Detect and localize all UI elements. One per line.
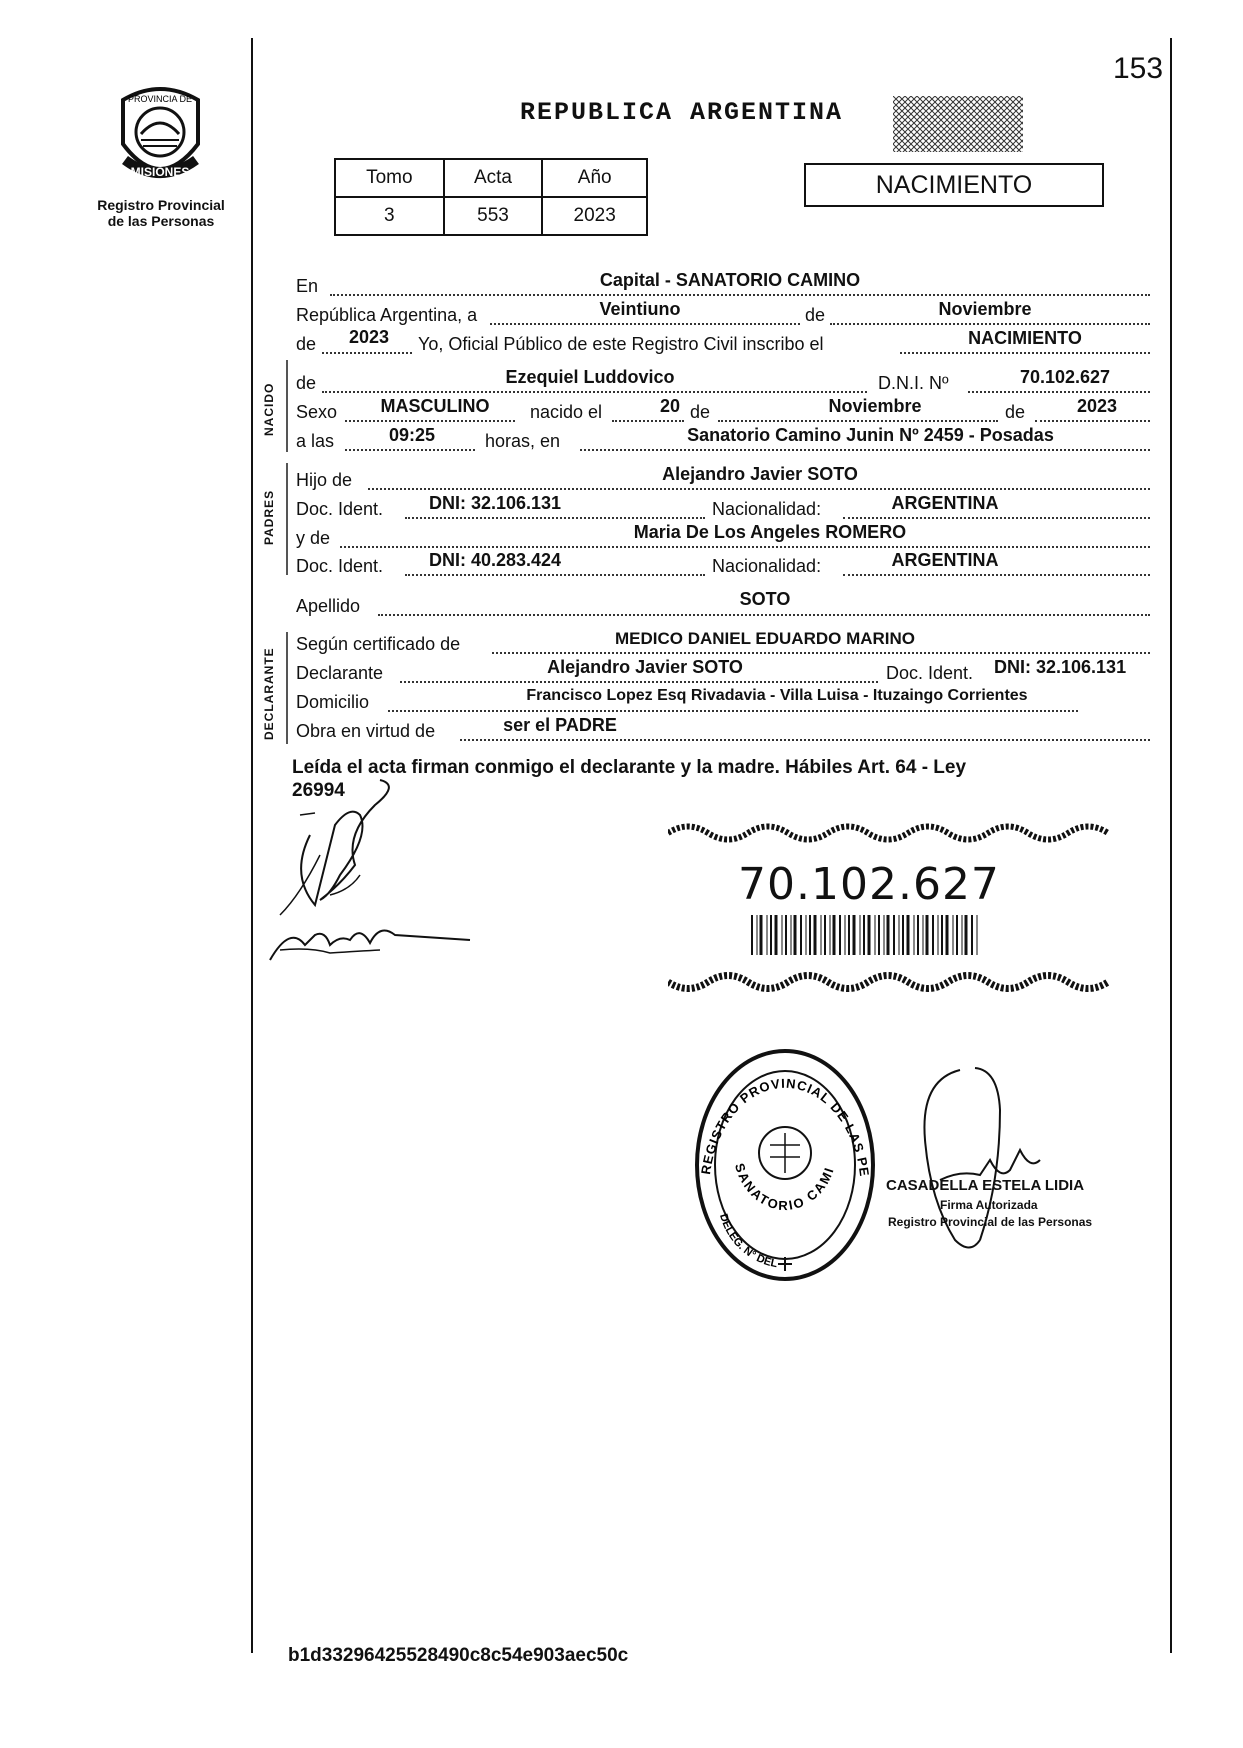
decl-doc-label: Doc. Ident. xyxy=(886,663,974,683)
dots xyxy=(345,420,515,422)
registry-table xyxy=(334,158,648,236)
dots xyxy=(843,574,1150,576)
sexo-value: MASCULINO xyxy=(380,396,490,416)
birth-month: Noviembre xyxy=(828,396,922,416)
registry-round-seal xyxy=(690,1045,880,1285)
de2-label: de xyxy=(296,334,317,354)
svg-text:PROVINCIA DE: PROVINCIA DE xyxy=(127,94,193,104)
svg-text:REGISTRO PROVINCIAL DE LAS PER: REGISTRO PROVINCIAL DE LAS PE xyxy=(698,1075,873,1178)
section-bar xyxy=(286,632,288,744)
mother-signature xyxy=(270,931,470,961)
dots xyxy=(460,739,1150,741)
en-value: Capital - SANATORIO CAMINO xyxy=(599,270,861,290)
dots xyxy=(322,391,867,393)
section-bar xyxy=(286,360,288,452)
nacido-name: Ezequiel Luddovico xyxy=(505,367,675,387)
document-hash: b1d33296425528490c8c54e903aec50c xyxy=(288,1645,629,1666)
closing-note-1: Leída el acta firman conmigo el declarante y la madre. Hábiles Art. 64 - Ley xyxy=(292,757,967,778)
dots xyxy=(1035,420,1150,422)
a-las-label: a las xyxy=(296,431,335,451)
birth-day: 20 xyxy=(659,396,681,416)
section-bar xyxy=(286,463,288,575)
signatures xyxy=(260,775,480,975)
decl-doc-value: DNI: 32.106.131 xyxy=(994,657,1127,677)
sexo-label: Sexo xyxy=(296,402,338,422)
type-value: NACIMIENTO xyxy=(968,328,1082,348)
mother-doc-label: Doc. Ident. xyxy=(296,556,384,576)
closing-note-2: 26994 xyxy=(292,780,345,801)
de-label-3: de xyxy=(1005,402,1026,422)
nacido-side-label: NACIDO xyxy=(262,382,276,436)
dni-value: 70.102.627 xyxy=(1019,367,1111,387)
dots xyxy=(405,517,705,519)
apellido-label: Apellido xyxy=(296,596,361,616)
dots xyxy=(490,323,800,325)
decl-value: Alejandro Javier SOTO xyxy=(547,657,743,677)
right-margin-line xyxy=(1170,38,1172,1653)
dots xyxy=(330,294,1150,296)
security-pattern xyxy=(893,96,1023,152)
mother-nat-label: Nacionalidad: xyxy=(712,556,822,576)
svg-text:MISIONES: MISIONES xyxy=(130,165,190,179)
left-margin-line xyxy=(251,38,253,1653)
obra-value: ser el PADRE xyxy=(503,715,617,735)
place-value: Sanatorio Camino Junin Nº 2459 - Posadas xyxy=(687,425,1054,445)
y-de-label: y de xyxy=(296,528,331,548)
dni-label: D.N.I. Nº xyxy=(878,373,949,393)
hijo-label: Hijo de xyxy=(296,470,353,490)
wave-pattern-bottom xyxy=(668,970,1118,1000)
father-nat-label: Nacionalidad: xyxy=(712,499,822,519)
cert-label: Según certificado de xyxy=(296,634,461,654)
official-name: CASADELLA ESTELA LIDIA xyxy=(886,1177,1085,1194)
father-doc: DNI: 32.106.131 xyxy=(428,493,562,513)
wave-pattern-top xyxy=(668,815,1118,845)
dots xyxy=(322,352,412,354)
misiones-seal-icon xyxy=(103,82,218,192)
dots xyxy=(492,652,1150,654)
official-office: Registro Provincial de las Personas xyxy=(888,1215,1093,1229)
year-value: 2023 xyxy=(348,327,390,347)
en-label: En xyxy=(296,276,319,296)
mother-name: Maria De Los Angeles ROMERO xyxy=(633,522,907,542)
dots xyxy=(843,517,1150,519)
dots xyxy=(968,391,1150,393)
svg-text:SANATORIO CAMINO: SANATORIO CAMI xyxy=(731,1161,838,1214)
month-value: Noviembre xyxy=(938,299,1032,319)
father-name: Alejandro Javier SOTO xyxy=(662,464,858,484)
dni-stamp-number: 70.102.627 xyxy=(738,859,1000,910)
de-label-2: de xyxy=(690,402,711,422)
dots xyxy=(900,352,1150,354)
padres-side-label: PADRES xyxy=(262,489,276,545)
page-title: REPUBLICA ARGENTINA xyxy=(520,98,844,127)
de-label: de xyxy=(805,305,826,325)
horas-label: horas, en xyxy=(485,431,561,451)
hour-value: 09:25 xyxy=(388,425,436,445)
nacido-de-label: de xyxy=(296,373,317,393)
dots xyxy=(405,574,705,576)
header-acta: Acta xyxy=(444,159,543,197)
dots xyxy=(388,710,1078,712)
mother-doc: DNI: 40.283.424 xyxy=(428,550,562,570)
dots xyxy=(378,614,1150,616)
cert-value: MEDICO DANIEL EDUARDO MARINO xyxy=(614,629,916,648)
svg-text:DELEG. N° DEL: DELEG. N° DEL xyxy=(717,1212,779,1271)
decl-label: Declarante xyxy=(296,663,384,683)
declarante-side-label: DECLARANTE xyxy=(262,647,276,740)
father-nat: ARGENTINA xyxy=(891,493,999,513)
nacido-el-label: nacido el xyxy=(530,402,603,422)
page-number: 153 xyxy=(1113,52,1164,85)
dots xyxy=(718,420,998,422)
barcode xyxy=(750,915,980,955)
value-tomo: 3 xyxy=(335,197,444,235)
mother-nat: ARGENTINA xyxy=(891,550,999,570)
father-doc-label: Doc. Ident. xyxy=(296,499,384,519)
birth-year: 2023 xyxy=(1076,396,1118,416)
dots xyxy=(612,420,684,422)
rep-label: República Argentina, a xyxy=(296,305,478,325)
dots xyxy=(400,681,878,683)
dom-value: Francisco Lopez Esq Rivadavia - Villa Luisa - Ituzaingo Corrientes xyxy=(526,687,1028,704)
logo-caption-2: de las Personas xyxy=(107,213,215,229)
record-type-box: NACIMIENTO xyxy=(804,163,1104,207)
obra-label: Obra en virtud de xyxy=(296,721,436,741)
value-anio: 2023 xyxy=(542,197,647,235)
header-anio: Año xyxy=(542,159,647,197)
dots xyxy=(345,449,475,451)
dom-label: Domicilio xyxy=(296,692,370,712)
header-tomo: Tomo xyxy=(335,159,444,197)
dots xyxy=(580,449,1150,451)
dni-stamp xyxy=(668,815,1118,1000)
day-value: Veintiuno xyxy=(599,299,681,319)
logo-caption-1: Registro Provincial xyxy=(97,197,225,213)
official-signature xyxy=(880,1060,1080,1260)
official-role: Firma Autorizada xyxy=(940,1198,1038,1212)
yo-text: Yo, Oficial Público de este Registro Civil inscribo el xyxy=(418,334,824,354)
value-acta: 553 xyxy=(444,197,543,235)
dots xyxy=(830,323,1150,325)
declarant-signature xyxy=(301,780,389,905)
dots xyxy=(340,546,1150,548)
dots xyxy=(368,488,1150,490)
apellido-value: SOTO xyxy=(739,589,791,609)
registry-logo xyxy=(97,82,225,229)
